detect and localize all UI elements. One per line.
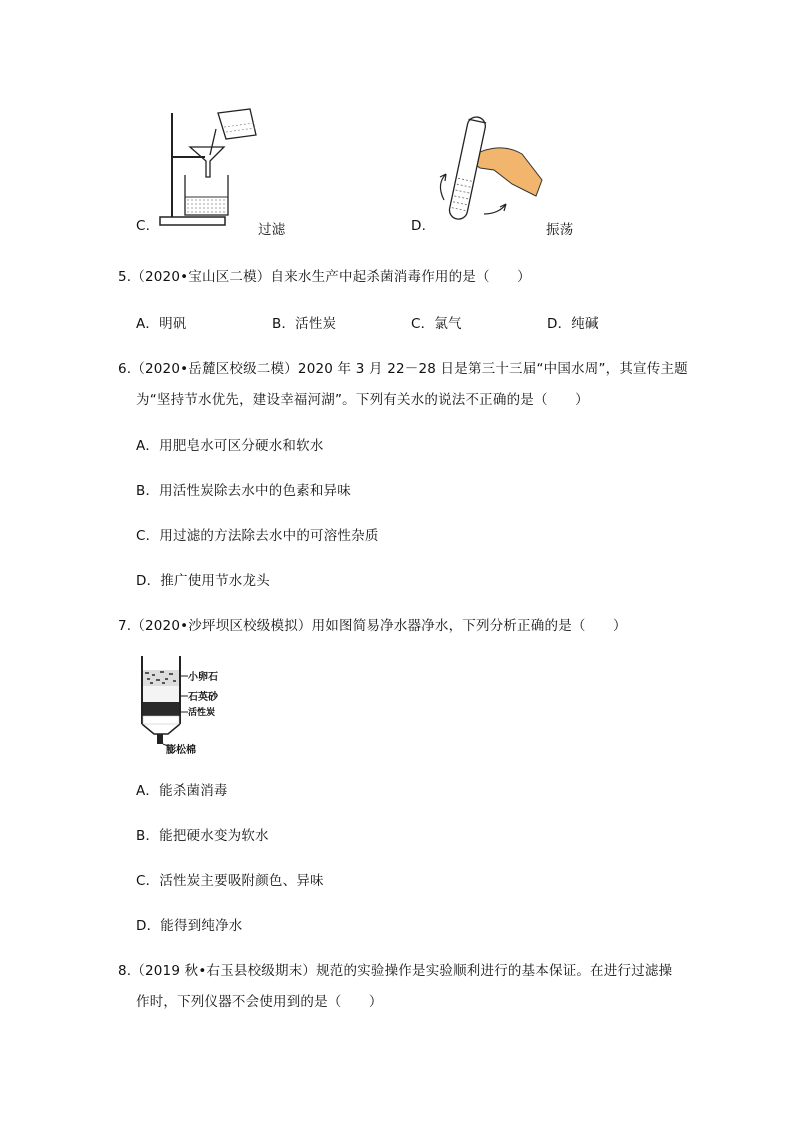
q5-option-c: C．氯气 [411, 316, 462, 332]
label-activated-carbon: 活性炭 [188, 708, 216, 718]
label-cotton: 膨松棉 [166, 745, 196, 756]
q5-option-d: D．纯碱 [547, 316, 599, 332]
q6-option-b: B．用活性炭除去水中的色素和异味 [136, 483, 351, 499]
option-c-caption: 过滤 [258, 222, 286, 238]
q6-option-c: C．用过滤的方法除去水中的可溶性杂质 [136, 528, 379, 544]
question-7-stem: 7.（2020•沙坪坝区校级模拟）用如图简易净水器净水，下列分析正确的是（ ） [118, 618, 627, 634]
water-purifier-figure [136, 652, 246, 754]
filtration-apparatus-figure [150, 105, 265, 233]
q5-option-a: A．明矾 [136, 316, 187, 332]
q7-option-d: D．能得到纯净水 [136, 918, 243, 934]
q6-option-d: D．推广使用节水龙头 [136, 573, 270, 589]
label-quartz-sand: 石英砂 [188, 692, 218, 703]
option-d-caption: 振荡 [546, 222, 574, 238]
q7-option-c: C．活性炭主要吸附颜色、异味 [136, 873, 324, 889]
q7-option-a: A．能杀菌消毒 [136, 783, 228, 799]
option-d-letter: D. [411, 218, 427, 234]
q5-option-b: B．活性炭 [272, 316, 337, 332]
question-8-stem-line2: 作时，下列仪器不会使用到的是（ ） [136, 994, 383, 1010]
option-c-letter: C. [136, 218, 151, 234]
question-8-stem-line1: 8.（2019 秋•右玉县校级期末）规范的实验操作是实验顺利进行的基本保证。在进行过滤操 [118, 963, 673, 979]
q6-option-a: A．用肥皂水可区分硬水和软水 [136, 438, 324, 454]
question-6-stem-line1: 6.（2020•岳麓区校级二模）2020 年 3 月 22－28 日是第三十三届“中国水周”，其宣传主题 [118, 361, 688, 377]
label-pebbles: 小卵石 [188, 672, 218, 683]
q7-option-b: B．能把硬水变为软水 [136, 828, 269, 844]
shaking-test-tube-figure [432, 110, 547, 230]
question-6-stem-line2: 为“坚持节水优先，建设幸福河湖”。下列有关水的说法不正确的是（ ） [136, 392, 589, 408]
question-5-stem: 5.（2020•宝山区二模）自来水生产中起杀菌消毒作用的是（ ） [118, 269, 531, 285]
